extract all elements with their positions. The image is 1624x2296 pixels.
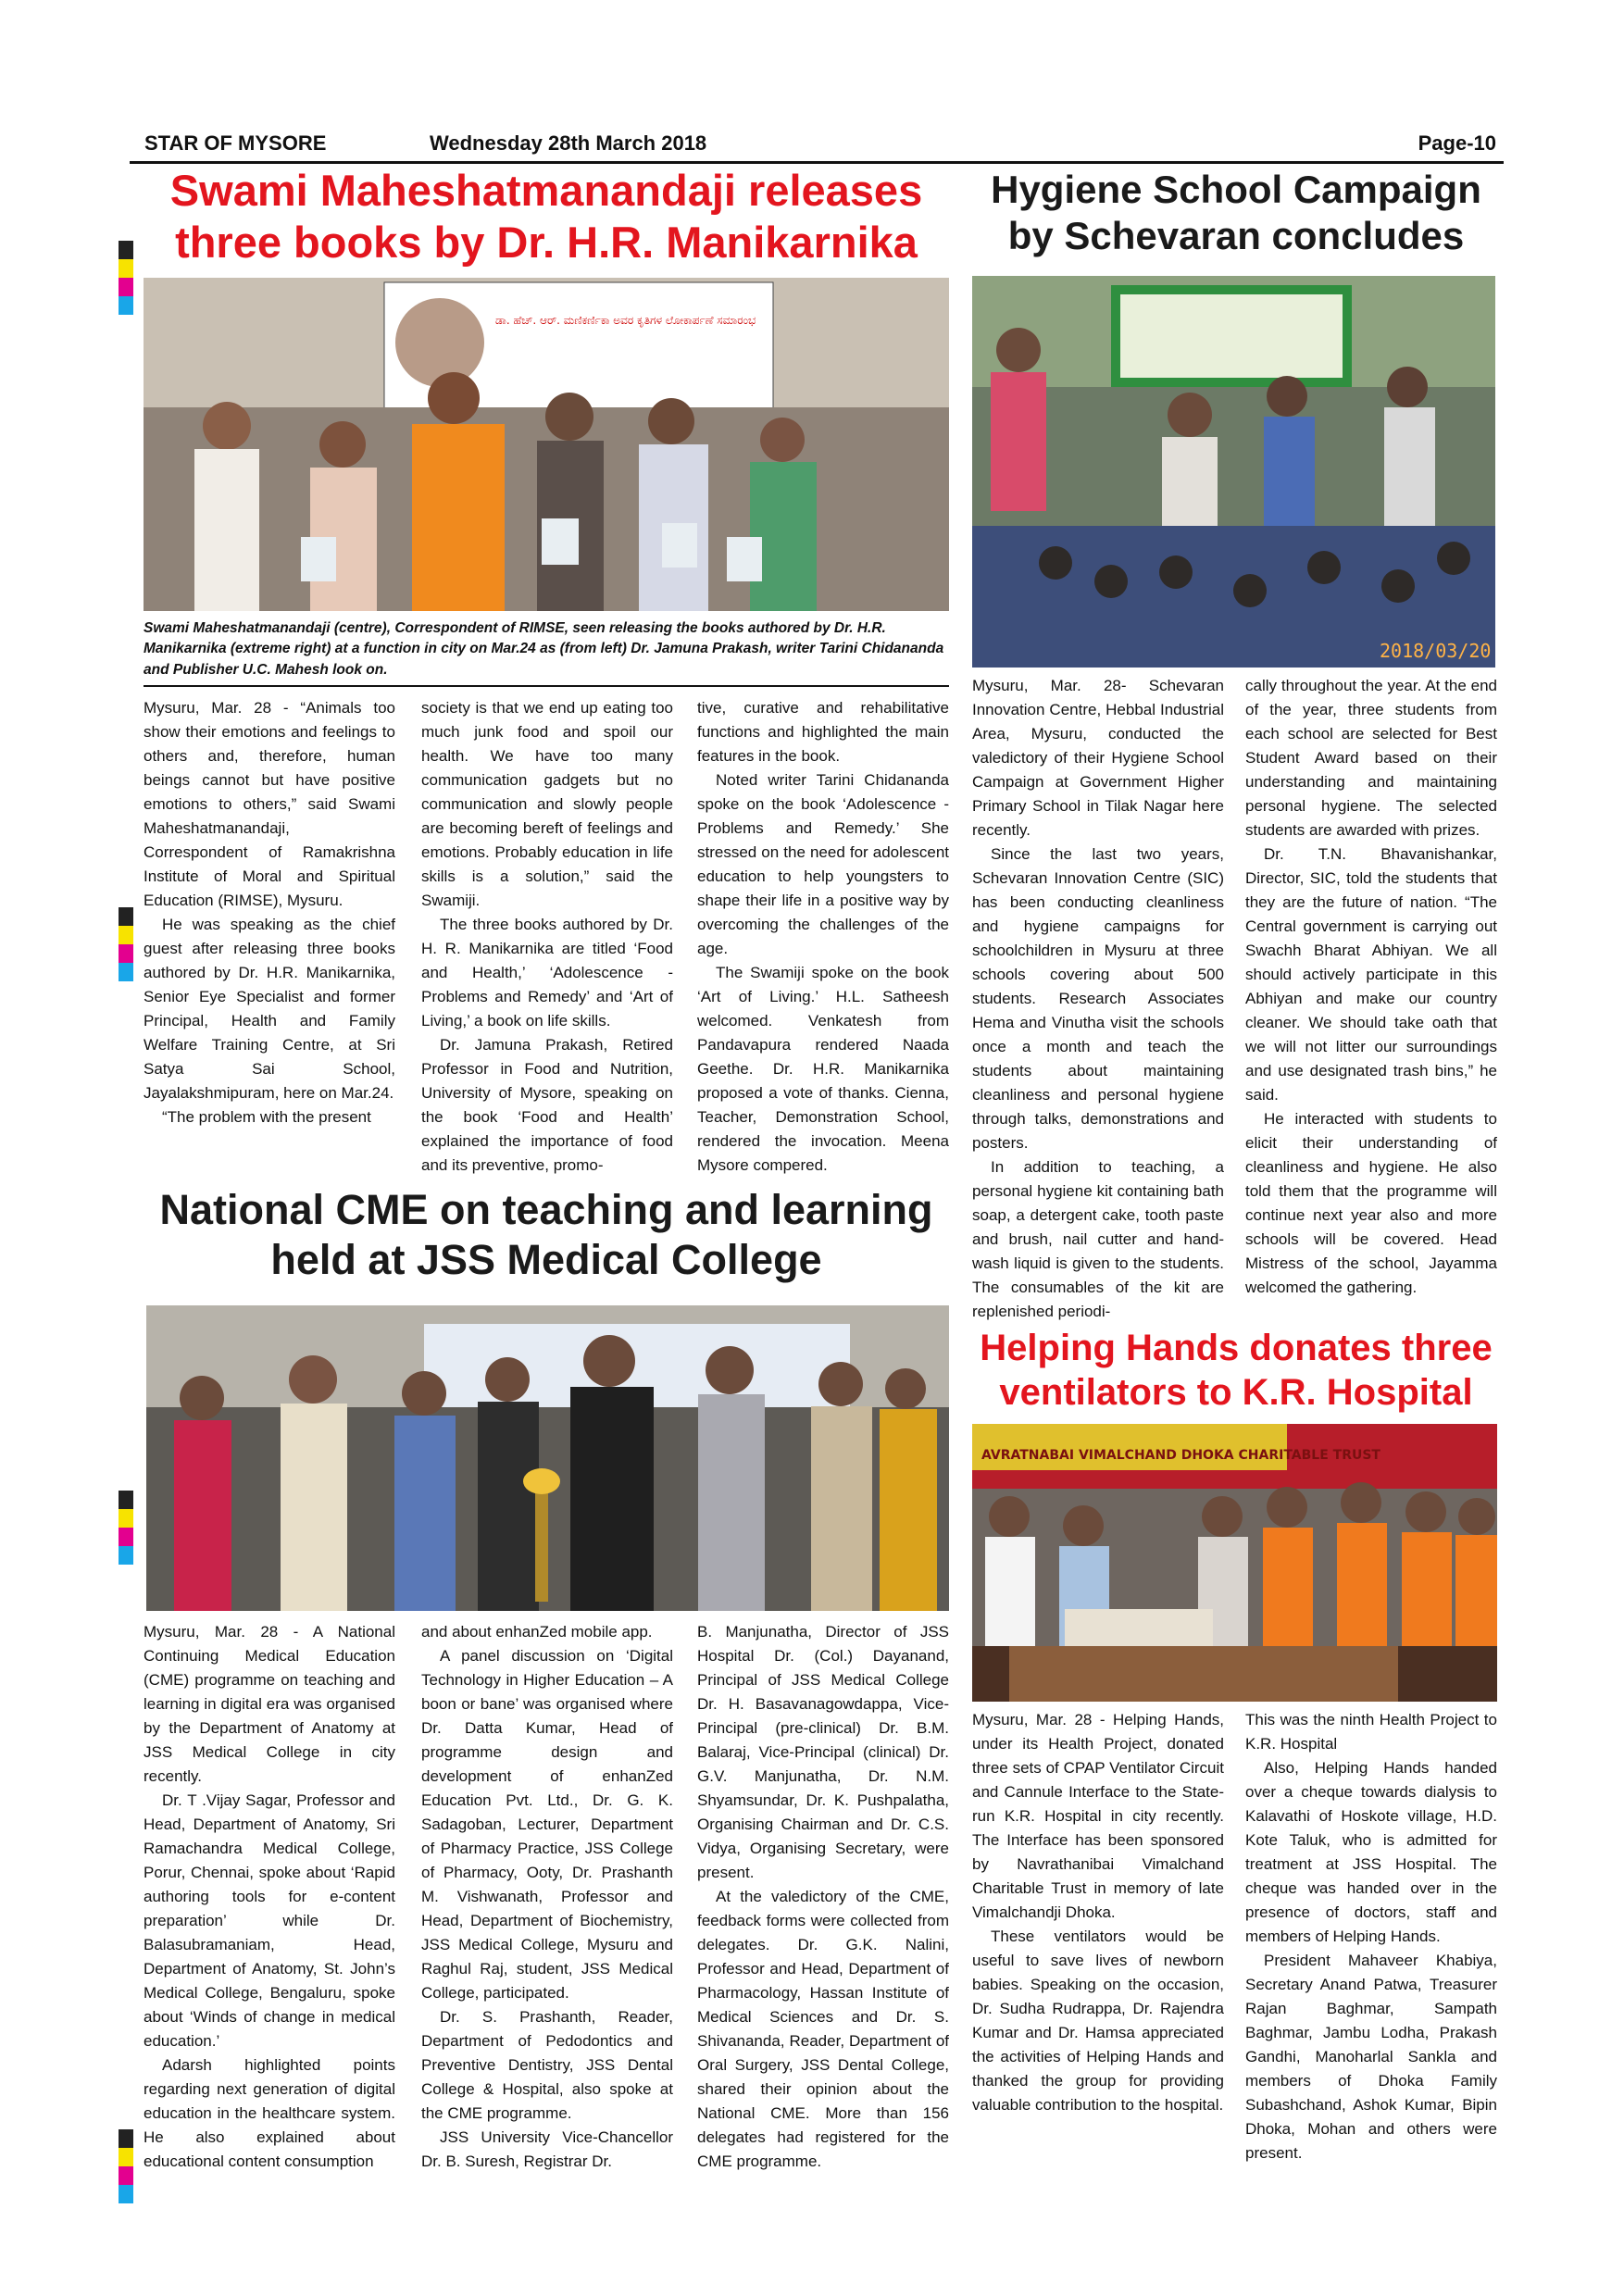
registration-mark	[119, 1546, 133, 1565]
photo-banner-text: ಡಾ. ಹೆಚ್. ಆರ್. ಮಣಿಕರ್ಣಿಕಾ ಅವರ ಕೃತಿಗಳ ಲೋಕಾರ್ಪಣೆ ಸಮಾರಂಭ	[495, 314, 756, 327]
article-paragraph: Mysuru, Mar. 28 - Helping Hands, under its Health Project, donated three sets of CPAP Ventilator Circuit and Cannule Interface to the State-run K.R. Hospital in city recently. The Interface has been sponsored by Navrathanibai Vimalchand Charitable Trust in memory of late Vimalchandji Dhoka.	[972, 1711, 1224, 1921]
page-number: Page-10	[1418, 131, 1496, 155]
article-cme-col-2	[421, 1620, 673, 2174]
article-paragraph: Mysuru, Mar. 28 - “Animals too show their emotions and feelings to others and, therefore, human beings cannot but have positive emotions to others,” said Swami Maheshatmanandaji, Correspondent of Ramakrishna Institute of Moral and Spiritual Education (RIMSE), Mysuru.	[144, 699, 395, 909]
registration-mark	[119, 296, 133, 315]
registration-mark	[119, 259, 133, 278]
headline-line: Hygiene School Campaign	[991, 168, 1481, 211]
article-helping-col-2	[1245, 1708, 1497, 2165]
article-paragraph: Dr. S. Prashanth, Reader, Department of Pedodontics and Preventive Dentistry, JSS Dental College & Hospital, also spoke at the CME programme.	[421, 2008, 673, 2122]
article-paragraph: Mysuru, Mar. 28- Schevaran Innovation Centre, Hebbal Industrial Area, Mysuru, conducted the valedictory of their Hygiene School Campaign at Government Higher Primary School in Tilak Nagar here recently.	[972, 677, 1224, 839]
article-paragraph: A panel discussion on ‘Digital Technology in Higher Education – A boon or bane’ was organised where Dr. Datta Kumar, Head of programme design and development of enhanZed Education Pvt. Ltd., Dr. G. K. Sadagoban, Lecturer, Department of Pharmacy Practice, JSS College of Pharmacy, Ooty, Dr. Prashanth M. Vishwanath, Professor and Head, Department of Biochemistry, JSS Medical College, Mysuru and Raghul Raj, student, JSS Medical College, participated.	[421, 1647, 673, 2002]
article-paragraph: At the valedictory of the CME, feedback forms were collected from delegates. Dr. G.K. Nalini, Professor and Head, Department of Pharmacology, Hassan Institute of Medical Sciences and Dr. S. Shivananda, Reader, Department of Oral Surgery, JSS Dental College, shared their opinion about the National CME. More than 156 delegates had registered for the CME programme.	[697, 1888, 949, 2170]
issue-date: Wednesday 28th March 2018	[430, 131, 707, 155]
masthead	[130, 130, 1504, 164]
article-paragraph: “The problem with the present	[162, 1108, 371, 1126]
photo-illustration	[972, 276, 1495, 668]
photo-banner-text: AVRATNABAI VIMALCHAND DHOKA CHARITABLE TRUST	[981, 1448, 1380, 1463]
article-cme-col-1	[144, 1620, 395, 2174]
article-paragraph: B. Manjunatha, Director of JSS Hospital Dr. (Col.) Dayanand, Principal of JSS Medical College Dr. H. Basavanagowdappa, Vice-Principal (pre-clinical) Dr. B.M. Balaraj, Vice-Principal (clinical) Dr. G.V. Manjunatha, Dr. N.M. Shyamsundar, Dr. K. Pushpalatha, Organising Chairman and Dr. C.S. Vidya, Organising Secretary, were present.	[697, 1623, 949, 1881]
article-hygiene-photo	[972, 276, 1495, 668]
registration-mark	[119, 1491, 133, 1509]
registration-mark	[119, 963, 133, 981]
headline-line: held at JSS Medical College	[270, 1236, 822, 1283]
article-paragraph: Dr. T.N. Bhavanishankar, Director, SIC, told the students that they are the future of nation. “The Central government is carrying out Swachh Bharat Abhiyan. We all should actively participate in this Abhiyan and make our country cleaner. We should take oath that we will not litter our surroundings and use designated trash bins,” he said.	[1245, 845, 1497, 1104]
article-swami-photo	[144, 278, 949, 611]
article-hygiene-col-2	[1245, 674, 1497, 1300]
article-helping-col-1	[972, 1708, 1224, 2117]
article-paragraph: Adarsh highlighted points regarding next generation of digital education in the healthcare system. He also explained about educational content consumption	[144, 2056, 395, 2170]
article-paragraph: cally throughout the year. At the end of the year, three students from each school are selected for Best Student Award based on their understanding and maintaining personal hygiene. The selected students are awarded with prizes.	[1245, 677, 1497, 839]
article-paragraph: Dr. T .Vijay Sagar, Professor and Head, Department of Anatomy, Sri Ramachandra Medical College, Porur, Chennai, spoke about ‘Rapid authoring tools for e-content preparation’ while Dr. Balasubramaniam, Head, Department of Anatomy, St. John’s Medical College, Bengaluru, spoke about ‘Winds of change in medical education.’	[144, 1791, 395, 2050]
article-cme-photo	[146, 1305, 949, 1611]
photo-illustration	[972, 1424, 1497, 1702]
headline-line: by Schevaran concludes	[1007, 214, 1465, 258]
article-paragraph: He interacted with students to elicit their understanding of cleanliness and hygiene. He also told them that the programme will continue next year also and more schools will be covered. Head Mistress of the school, Jayamma welcomed the gathering.	[1245, 1110, 1497, 1296]
article-paragraph: Since the last two years, Schevaran Innovation Centre (SIC) has been conducting cleanliness and hygiene campaigns for schoolchildren in Mysuru at three schools covering about 500 students. Research Associates Hema and Vinutha visit the schools once a month and teach the students about maintaining cleanliness and personal hygiene through talks, demonstrations and posters.	[972, 845, 1224, 1152]
article-paragraph: society is that we end up eating too much junk food and spoil our health. We have too many communication gadgets but no communication and slowly people are becoming bereft of feelings and emotions. Probably education in life skills is a solution,” said the Swamiji.	[421, 699, 673, 909]
registration-mark	[119, 1509, 133, 1528]
publication-name: STAR OF MYSORE	[144, 131, 327, 155]
headline-line: Helping Hands donates three	[980, 1328, 1493, 1368]
caption-divider	[144, 685, 949, 687]
article-swami-col-3	[697, 696, 949, 1178]
photo-illustration	[146, 1305, 949, 1611]
article-paragraph: Mysuru, Mar. 28 - A National Continuing Medical Education (CME) programme on teaching and learning in digital era was organised by the Department of Anatomy at JSS Medical College in city recently.	[144, 1623, 395, 1785]
article-swami-col-1	[144, 696, 395, 1129]
registration-mark	[119, 926, 133, 944]
article-paragraph: President Mahaveer Khabiya, Secretary Anand Patwa, Treasurer Rajan Baghmar, Sampath Baghmar, Jambu Lodha, Prakash Gandhi, Manoharlal Sankla and members of Dhoka Family Subashchand, Ashok Kumar, Bipin Dhoka, Mohan and others were present.	[1245, 1952, 1497, 2162]
registration-mark	[119, 1528, 133, 1546]
article-paragraph: In addition to teaching, a personal hygiene kit containing bath soap, a detergent cake, tooth paste and brush, nail cutter and hand-wash liquid is given to the students. The consumables of the kit are replenished periodi-	[972, 1158, 1224, 1320]
headline-line: three books by Dr. H.R. Manikarnika	[175, 218, 918, 268]
article-hygiene-headline	[968, 167, 1505, 260]
registration-mark	[119, 944, 133, 963]
photo-timestamp: 2018/03/20	[1380, 640, 1492, 662]
headline-line: ventilators to K.R. Hospital	[999, 1372, 1473, 1413]
article-paragraph: Also, Helping Hands handed over a cheque towards dialysis to Kalavathi of Hoskote village, H.D. Kote Taluk, who is admitted for treatment at JSS Hospital. The cheque was handed over in the presence of doctors, staff and members of Helping Hands.	[1245, 1759, 1497, 1945]
registration-mark	[119, 2166, 133, 2185]
article-paragraph: Noted writer Tarini Chidananda spoke on the book ‘Adolescence - Problems and Remedy.’ She stressed on the need for adolescent education to help youngsters to shape their life in a positive way by overcoming the challenges of the age.	[697, 771, 949, 957]
article-cme-col-3	[697, 1620, 949, 2174]
registration-mark	[119, 907, 133, 926]
article-swami-headline	[139, 165, 954, 269]
article-hygiene-col-1	[972, 674, 1224, 1324]
article-paragraph: These ventilators would be useful to save lives of newborn babies. Speaking on the occasion, Dr. Sudha Rudrappa, Dr. Rajendra Kumar and Dr. Hamsa appreciated the activities of Helping Hands and thanked the group for providing valuable contribution to the hospital.	[972, 1928, 1224, 2114]
article-swami-caption: Swami Maheshatmanandaji (centre), Correspondent of RIMSE, seen releasing the books authored by Dr. H.R. Manikarnika (extreme right) at a function in city on Mar.24 as (from left) Dr. Jamuna Prakash, writer Tarini Chidananda and Publisher U.C. Mahesh look on.	[144, 620, 944, 678]
article-helping-photo	[972, 1424, 1497, 1702]
article-paragraph: Dr. Jamuna Prakash, Retired Professor in Food and Nutrition, University of Mysore, speaking on the book ‘Food and Health’ explained the importance of food and its preventive, promo-	[421, 1036, 673, 1174]
registration-mark	[119, 278, 133, 296]
article-paragraph: He was speaking as the chief guest after releasing three books authored by Dr. H.R. Manikarnika, Senior Eye Specialist and former Principal, Health and Family Welfare Training Centre, at Sri Satya Sai School, Jayalakshmipuram, here on Mar.24.	[144, 916, 395, 1102]
article-paragraph: and about enhanZed mobile app.	[421, 1623, 653, 1641]
article-paragraph: tive, curative and rehabilitative functions and highlighted the main features in the book.	[697, 699, 949, 765]
headline-line: National CME on teaching and learning	[159, 1186, 933, 1233]
registration-mark	[119, 2129, 133, 2148]
registration-mark	[119, 2148, 133, 2166]
headline-line: Swami Maheshatmanandaji releases	[169, 166, 923, 215]
article-helping-headline	[968, 1326, 1505, 1415]
article-paragraph: The three books authored by Dr. H. R. Manikarnika are titled ‘Food and Health,’ ‘Adolescence - Problems and Remedy’ and ‘Art of Living,’ a book on life skills.	[421, 916, 673, 1029]
article-cme-headline	[139, 1185, 954, 1285]
registration-mark	[119, 241, 133, 259]
photo-illustration	[144, 278, 949, 611]
registration-mark	[119, 2185, 133, 2203]
article-paragraph: JSS University Vice-Chancellor Dr. B. Suresh, Registrar Dr.	[421, 2128, 673, 2170]
article-swami-col-2	[421, 696, 673, 1178]
article-paragraph: This was the ninth Health Project to K.R. Hospital	[1245, 1711, 1497, 1753]
article-paragraph: The Swamiji spoke on the book ‘Art of Living.’ H.L. Satheesh welcomed. Venkatesh from Pandavapura rendered Naada Geethe. Dr. H.R. Manikarnika proposed a vote of thanks. Cienna, Teacher, Demonstration School, rendered the invocation. Meena Mysore compered.	[697, 964, 949, 1174]
